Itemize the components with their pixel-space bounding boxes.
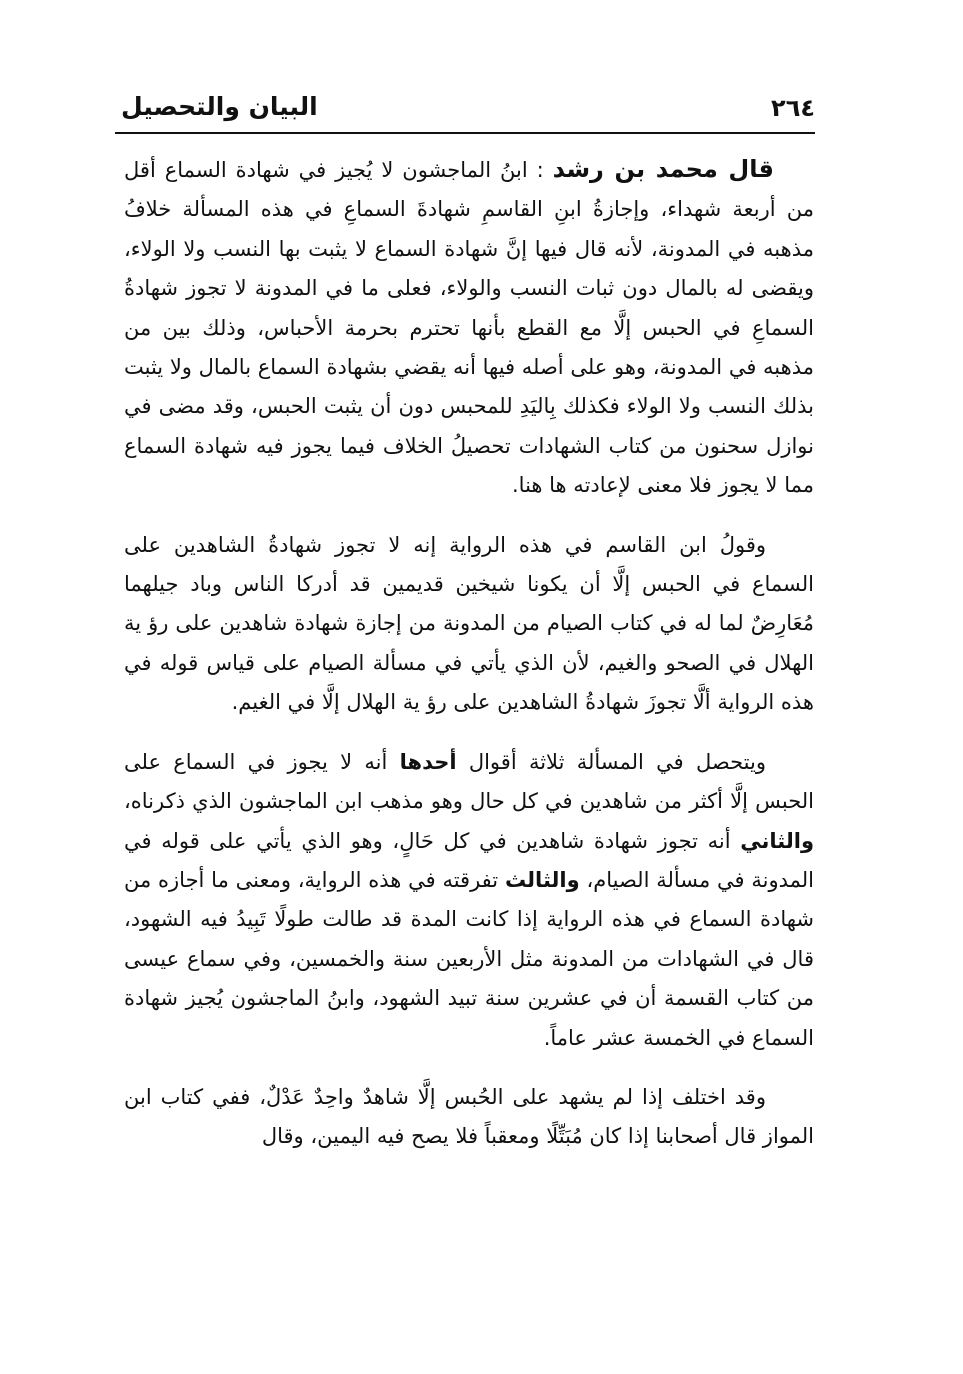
running-title: البيان والتحصيل	[121, 92, 318, 121]
paragraph-segment: تفرقته في هذه الرواية، ومعنى ما أجازه من شهادة السماع في هذه الرواية إذا كانت المدة قد طالت طولًا تَبِيدُ فيه الشهود، قال في الشهادات من المدونة مثل الأربعين سنة والخمسين، وفي سماع عيسى من كتاب القسمة أن في عشرين سنة تبيد الشهود، وابنُ الماجشون يُجيز شهادة السماع في الخمسة عشر عاماً.	[124, 867, 814, 1050]
paragraph-segment: ويتحصل في المسألة ثلاثة أقوال	[456, 749, 766, 774]
paragraph-segment: أنه لا يجوز في السماع على الحبس إلَّا أكثر من شاهدين في كل حال وهو مذهب ابن الماجشون الذي ذكرناه،	[124, 749, 814, 814]
paragraph-3	[124, 743, 814, 1058]
header-divider	[115, 132, 815, 134]
page-header	[115, 86, 815, 136]
paragraph-text: : ابنُ الماجشون لا يُجيز في شهادة السماع أقل من أربعة شهداء، وإجازةُ ابنِ القاسمِ شهادةَ السماعِ في هذه المسألة خلافُ مذهبه في المدونة، لأنه قال فيها إنَّ شهادة السماع لا يثبت بها النسب ولا الولاء، ويقضى له بالمال دون ثبات النسب والولاء، فعلى ما في المدونة لا تجوز شهادةُ السماعِ في الحبس إلَّا مع القطع بأنها تحترم بحرمة الأحباس، وذلك بين من مذهبه في المدونة، وهو على أصله فيها أنه يقضي بشهادة السماع بالمال ولا يثبت بذلك النسب ولا الولاء فكذلك بِاليَدِ للمحبس دون أن يثبت الحبس، وقد مضى في نوازل سحنون من كتاب الشهادات تحصيلُ الخلاف فيما يجوز فيه شهادة السماع مما لا يجوز فلا معنى لإعادته ها هنا.	[124, 158, 814, 498]
paragraph-term-second: والثاني	[740, 828, 814, 853]
paragraph-segment: أنه تجوز شهادة شاهدين في كل حَالٍ، وهو الذي يأتي على قوله في المدونة في مسألة الصيام،	[124, 828, 814, 892]
paragraph-term-third: والثالث	[504, 867, 580, 892]
paragraph-1	[124, 150, 814, 506]
paragraph-lead: قال محمد بن رشد	[552, 155, 774, 183]
paragraph-4: وقد اختلف إذا لم يشهد على الحُبس إلَّا شاهدٌ واحِدٌ عَدْلٌ، ففي كتاب ابن المواز قال أصحابنا إذا كان مُبَتِّلًا ومعقباً فلا يصح فيه اليمين، وقال	[124, 1084, 814, 1149]
page-body	[124, 150, 814, 1157]
page-number: ٢٦٤	[771, 94, 815, 122]
paragraph-2: وقولُ ابن القاسم في هذه الرواية إنه لا تجوز شهادةُ الشاهدين على السماع في الحبس إلَّا أن يكونا شيخين قديمين قد أدركا الناس وباد جيلهما مُعَارِضٌ لما له في كتاب الصيام من المدونة من إجازة شهادة شاهدين على رؤ ية الهلال في الصحو والغيم، لأن الذي يأتي في مسألة الصيام على قياس قوله في هذه الرواية ألَّا تجوزَ شهادةُ الشاهدين على رؤ ية الهلال إلَّا في الغيم.	[124, 532, 814, 715]
paragraph-term-first: أحدها	[399, 749, 457, 774]
